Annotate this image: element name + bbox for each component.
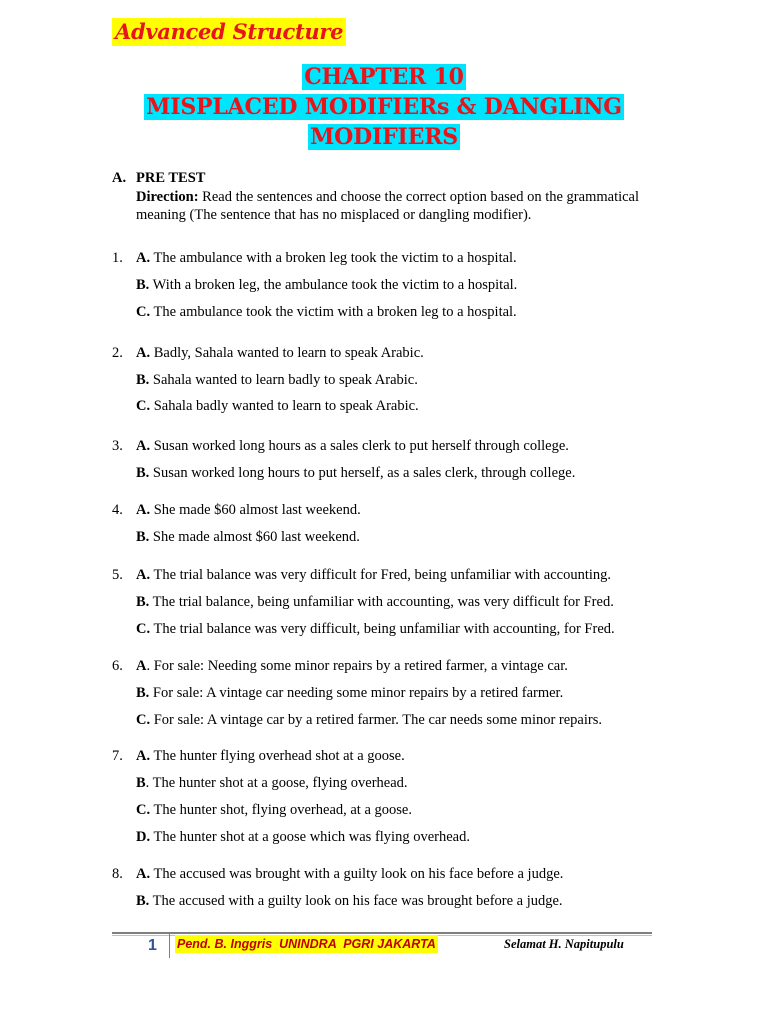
option-b: B. The accused with a guilty look on his face was brought before a judge. (136, 893, 563, 909)
page-number-separator (169, 934, 170, 958)
option-a: A. The hunter flying overhead shot at a goose. (136, 748, 405, 764)
footer-institution: Pend. B. Inggris UNINDRA PGRI JAKARTA (177, 937, 436, 951)
option-b: B. For sale: A vintage car needing some minor repairs by a retired farmer. (136, 685, 564, 701)
page-number: 1 (148, 937, 157, 954)
chapter-number: CHAPTER 10 (304, 64, 464, 90)
chapter-topic-line2: MODIFIERS (310, 124, 458, 150)
option-a: A. The ambulance with a broken leg took the victim to a hospital. (136, 250, 517, 266)
option-a: A. Susan worked long hours as a sales clerk to put herself through college. (136, 438, 569, 454)
section-heading (112, 170, 205, 187)
option-c: C. The trial balance was very difficult, being unfamiliar with accounting, for Fred. (136, 621, 615, 637)
direction-label: Direction: (136, 189, 199, 205)
question-number: 7. (112, 748, 123, 764)
option-a: A. She made $60 almost last weekend. (136, 502, 361, 518)
question-number: 8. (112, 866, 123, 882)
option-a: A. For sale: Needing some minor repairs by a retired farmer, a vintage car. (136, 658, 568, 674)
option-b: B. She made almost $60 last weekend. (136, 529, 360, 545)
chapter-topic-line1: MISPLACED MODIFIERs & DANGLING (146, 94, 622, 120)
option-a: A. Badly, Sahala wanted to learn to speak Arabic. (136, 345, 424, 361)
footer-divider (112, 932, 652, 934)
question-number: 2. (112, 345, 123, 361)
section-letter: A. (112, 170, 127, 186)
chapter-title (0, 62, 768, 152)
option-a: A. The accused was brought with a guilty look on his face before a judge. (136, 866, 564, 882)
option-c: C. The hunter shot, flying overhead, at a goose. (136, 802, 412, 818)
question-number: 1. (112, 250, 123, 266)
direction-paragraph (136, 188, 666, 224)
option-b: B. The hunter shot at a goose, flying overhead. (136, 775, 408, 791)
option-c: C. For sale: A vintage car by a retired farmer. The car needs some minor repairs. (136, 712, 602, 728)
section-title: PRE TEST (136, 170, 206, 186)
option-a: A. The trial balance was very difficult for Fred, being unfamiliar with accounting. (136, 567, 612, 583)
question-number: 3. (112, 438, 123, 454)
option-d: D. The hunter shot at a goose which was flying overhead. (136, 829, 470, 845)
option-b: B. With a broken leg, the ambulance took the victim to a hospital. (136, 277, 518, 293)
option-b: B. The trial balance, being unfamiliar with accounting, was very difficult for Fred. (136, 594, 614, 610)
document-header-title: Advanced Structure (112, 18, 346, 46)
question-number: 6. (112, 658, 123, 674)
option-b: B. Susan worked long hours to put herself, as a sales clerk, through college. (136, 465, 576, 481)
option-b: B. Sahala wanted to learn badly to speak Arabic. (136, 372, 418, 388)
question-number: 5. (112, 567, 123, 583)
question-number: 4. (112, 502, 123, 518)
option-c: C. Sahala badly wanted to learn to speak Arabic. (136, 398, 419, 414)
direction-text: Read the sentences and choose the correct option based on the grammatical meaning (The sentence that has no misplaced or dangling modifier). (136, 189, 640, 223)
footer-author: Selamat H. Napitupulu (504, 937, 624, 951)
option-c: C. The ambulance took the victim with a broken leg to a hospital. (136, 304, 517, 320)
